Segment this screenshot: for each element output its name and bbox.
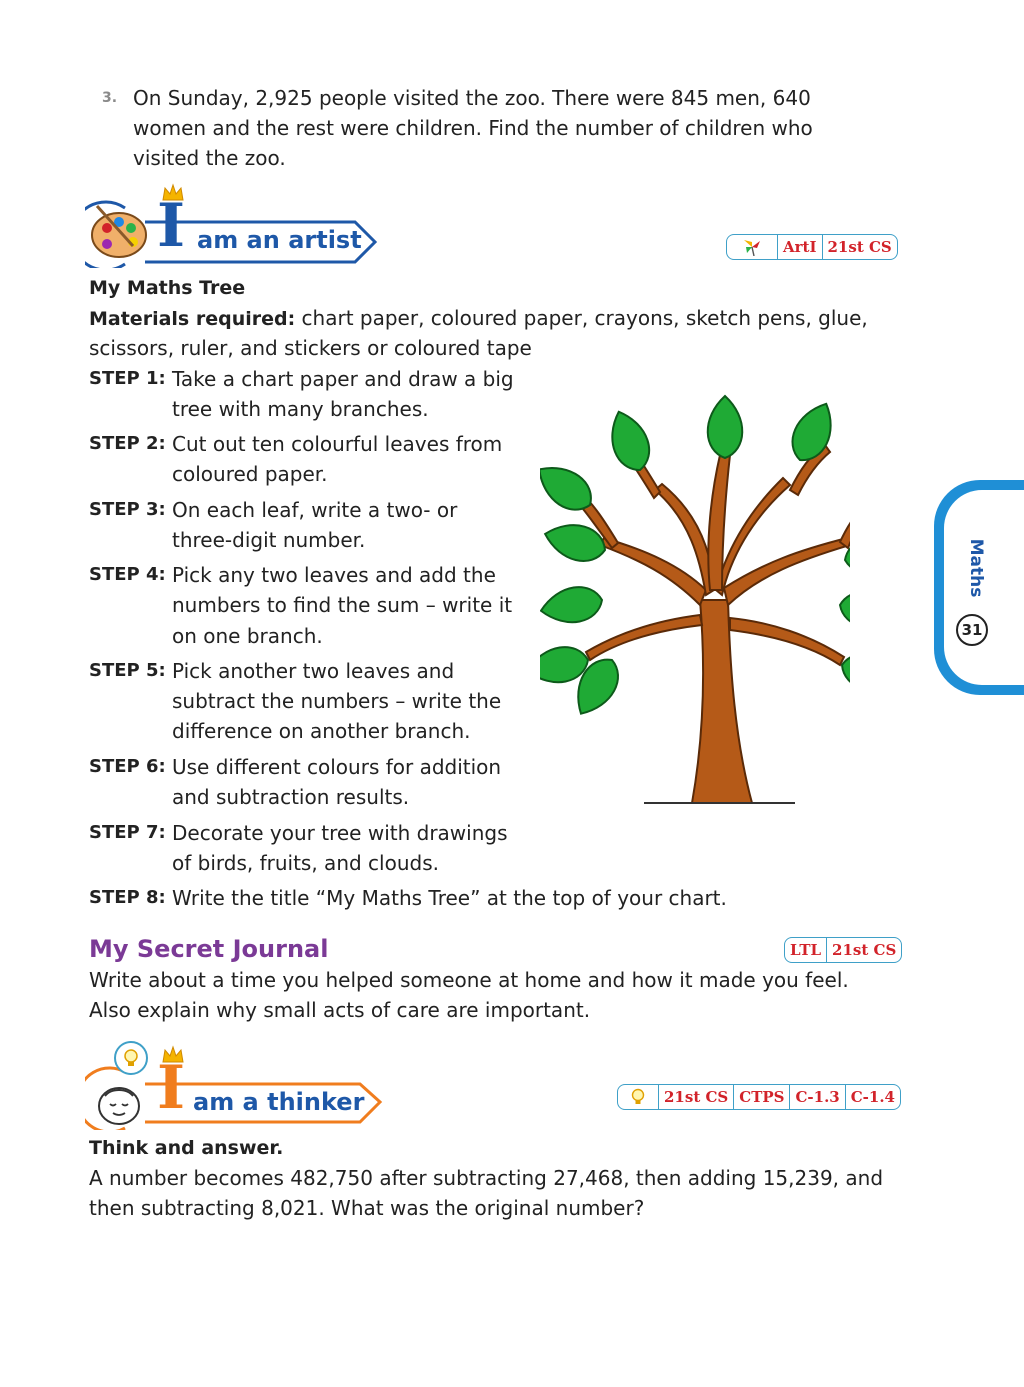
think-title: Think and answer. <box>89 1137 284 1159</box>
materials-line-2: scissors, ruler, and stickers or coloured tape <box>89 336 532 360</box>
step-5-line-1: Pick another two leaves and <box>172 659 455 683</box>
step-6-line-2: and subtraction results. <box>172 785 410 809</box>
think-line-1: A number becomes 482,750 after subtracting 27,468, then adding 15,239, and <box>89 1166 884 1190</box>
artist-big-letter: I <box>157 191 186 261</box>
step-1-line-2: tree with many branches. <box>172 397 429 421</box>
tag-21st-cs: 21st CS <box>822 235 897 259</box>
tag-21st-cs: 21st CS <box>658 1085 733 1109</box>
journal-line-2: Also explain why small acts of care are important. <box>89 998 591 1022</box>
subject-label: Maths <box>966 538 986 598</box>
pinwheel-icon <box>727 235 777 259</box>
journal-tags <box>784 937 902 963</box>
subject-side-tab <box>934 480 1024 695</box>
materials-label: Materials required: <box>89 308 296 330</box>
journal-title: My Secret Journal <box>89 935 329 963</box>
step-5-label: STEP 5: <box>89 660 166 681</box>
step-2-label: STEP 2: <box>89 433 166 454</box>
step-6-label: STEP 6: <box>89 756 166 777</box>
journal-line-1: Write about a time you helped someone at home and how it made you feel. <box>89 968 849 992</box>
activity-title: My Maths Tree <box>89 277 246 299</box>
step-8-line-1: Write the title “My Maths Tree” at the top of your chart. <box>172 886 727 910</box>
step-4-line-3: on one branch. <box>172 624 323 648</box>
thinker-banner <box>85 1040 385 1130</box>
step-1-line-1: Take a chart paper and draw a big <box>172 367 514 391</box>
artist-banner-text: am an artist <box>197 226 362 254</box>
tag-ltl: LTL <box>790 941 822 959</box>
question-number: 3. <box>102 90 118 106</box>
thinker-tags <box>617 1084 901 1110</box>
thinker-big-letter: I <box>157 1053 186 1123</box>
thinking-face-icon <box>91 1080 147 1128</box>
step-2-line-1: Cut out ten colourful leaves from <box>172 432 503 456</box>
tag-ctps: CTPS <box>733 1085 789 1109</box>
think-line-2: then subtracting 8,021. What was the original number? <box>89 1196 645 1220</box>
step-2-line-2: coloured paper. <box>172 462 328 486</box>
step-4-line-2: numbers to find the sum – write it <box>172 593 513 617</box>
step-1-label: STEP 1: <box>89 368 166 389</box>
lightbulb-tag-icon <box>618 1085 658 1109</box>
question-line-3: visited the zoo. <box>133 146 286 170</box>
materials-text-1: chart paper, coloured paper, crayons, sketch pens, glue, <box>295 306 868 330</box>
thinker-banner-text: am a thinker <box>193 1088 365 1116</box>
paint-palette-icon <box>89 200 153 264</box>
step-7-line-1: Decorate your tree with drawings <box>172 821 508 845</box>
step-6-line-1: Use different colours for addition <box>172 755 502 779</box>
question-line-1: On Sunday, 2,925 people visited the zoo. There were 845 men, 640 <box>133 86 811 110</box>
step-7-line-2: of birds, fruits, and clouds. <box>172 851 439 875</box>
step-7-label: STEP 7: <box>89 822 166 843</box>
tag-21st-cs: 21st CS <box>826 938 901 962</box>
step-5-line-2: subtract the numbers – write the <box>172 689 502 713</box>
tag-arti: ArtI <box>777 235 822 259</box>
artist-banner <box>85 182 385 268</box>
tag-c-1-4: C-1.4 <box>845 1085 900 1109</box>
tag-c-1-3: C-1.3 <box>789 1085 844 1109</box>
page-number: 31 <box>956 614 988 646</box>
step-4-line-1: Pick any two leaves and add the <box>172 563 496 587</box>
step-3-line-1: On each leaf, write a two- or <box>172 498 458 522</box>
step-4-label: STEP 4: <box>89 564 166 585</box>
question-line-2: women and the rest were children. Find the number of children who <box>133 116 813 140</box>
artist-tags <box>726 234 898 260</box>
step-3-line-2: three-digit number. <box>172 528 366 552</box>
materials-line-1 <box>89 303 868 334</box>
tree-illustration <box>540 380 850 810</box>
step-5-line-3: difference on another branch. <box>172 719 471 743</box>
lightbulb-icon <box>111 1040 151 1080</box>
step-8-label: STEP 8: <box>89 887 166 908</box>
step-3-label: STEP 3: <box>89 499 166 520</box>
